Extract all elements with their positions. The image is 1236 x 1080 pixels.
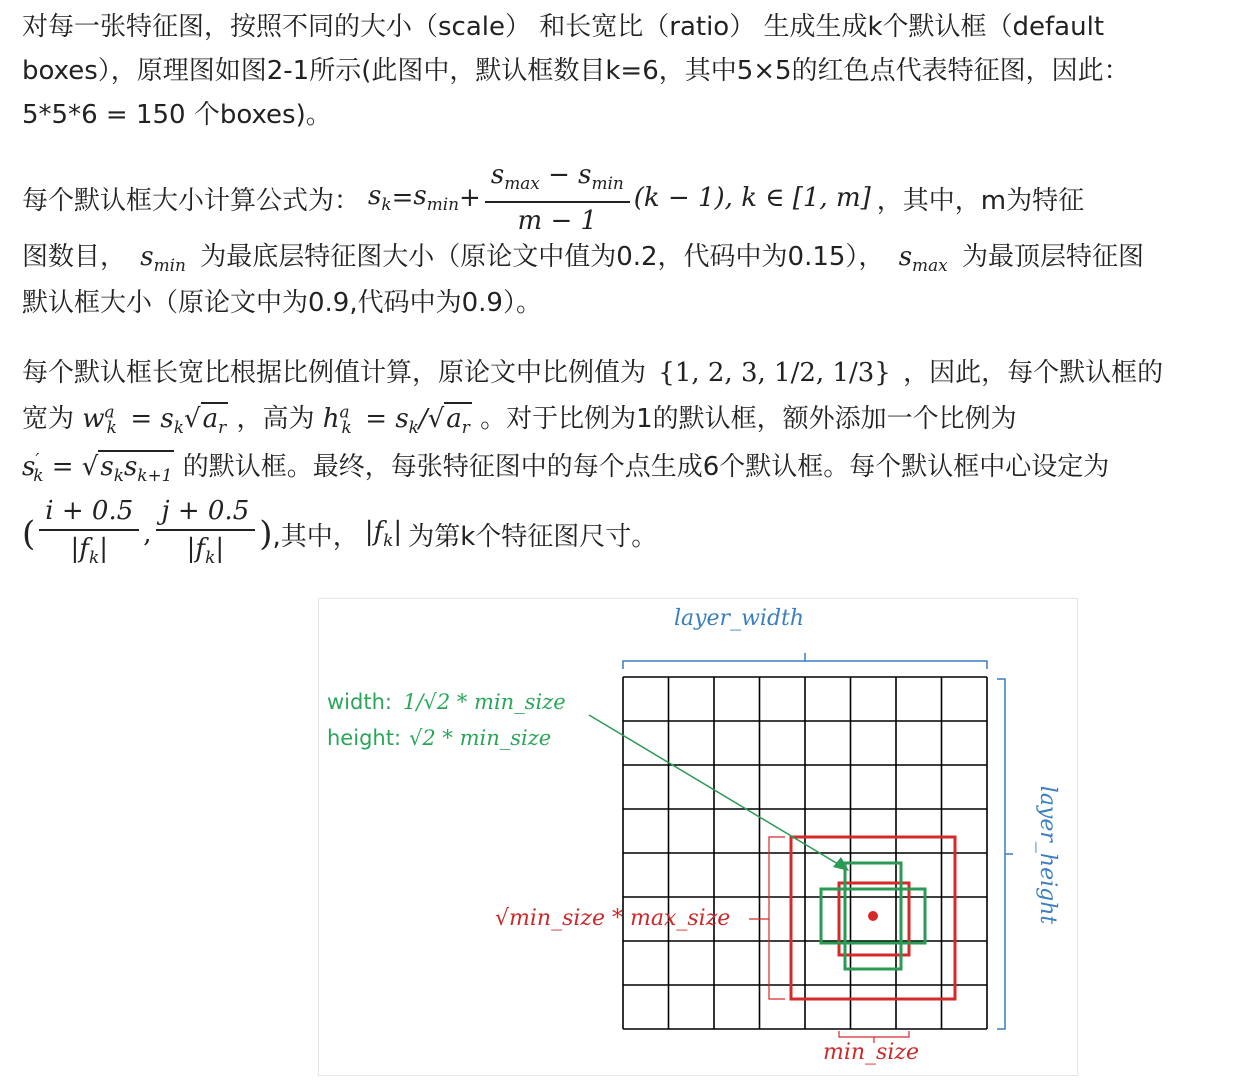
para3-line2: 宽为 $w^a_k = s_k√a_r$ ，高为 $h^a_k = s_k/√a_r$ 。对于比例为1的默认框，额外添加一个比例为	[22, 398, 1017, 442]
min-size-label: min_size	[822, 1040, 920, 1065]
red-bracket-left	[769, 837, 785, 999]
fk-symbol: $|f_k|$	[364, 517, 403, 551]
para1-line3: 5*5*6 = 150 个boxes)。	[22, 100, 332, 130]
figure-svg	[319, 599, 1077, 1075]
extra-scale-formula: $s'_k = √s_ks_{k+1}$	[22, 452, 174, 482]
formula-plus: +	[459, 183, 481, 213]
feature-map-grid	[623, 677, 987, 1029]
width-annotation-expr: 1/√2 * min_size	[403, 690, 566, 714]
height-formula: $h^a_k = s_k/√a_r$	[323, 404, 472, 434]
height-annotation-expr: √2 * min_size	[409, 726, 552, 750]
width-annotation-label: width:	[327, 690, 392, 714]
center-formula-line: ( $\frac{i + 0.5}{|f_k|}$ , $\frac{j + 0.5}{|f_k|}$ ) ,其中， $|f_k|$ 为第k个特征图尺寸。	[22, 494, 657, 574]
layer-height-label: layer_height	[1035, 785, 1060, 925]
formula-eq: =	[391, 183, 414, 213]
para2-line3: 默认框大小（原论文中为0.9,代码中为0.9）。	[22, 288, 542, 318]
para2-line2: 图数目， $s_{min}$ 为最底层特征图大小（原论文中值为0.2，代码中为0.15）， $s_{max}$ 为最顶层特征图	[22, 242, 1144, 276]
layer-width-brace	[623, 653, 987, 669]
para2-lead: 每个默认框大小计算公式为：	[22, 185, 361, 216]
center-frac-i: $\frac{i + 0.5}{|f_k|}$	[39, 493, 139, 575]
default-box-figure	[318, 598, 1078, 1076]
formula-sk: $s_k$	[368, 181, 392, 215]
layer-width-label: layer_width	[673, 606, 805, 631]
para2-after-formula: ，其中，m为特征	[876, 185, 1085, 216]
center-dot	[868, 911, 878, 921]
formula-fraction: $\frac{s_{max} - s_{min}}{m - 1}$	[485, 157, 630, 239]
para3-line3: $s'_k = √s_ks_{k+1}$ 的默认框。最终，每张特征图中的每个点生成6个默认框。每个默认框中心设定为	[22, 446, 1109, 490]
scale-formula-line	[22, 159, 1085, 237]
layer-height-brace	[997, 679, 1013, 1029]
para1-line1: 对每一张特征图，按照不同的大小（scale） 和长宽比（ratio） 生成生成k个默认框（default	[22, 12, 1105, 42]
width-formula: $w^a_k = s_k√a_r$	[82, 404, 228, 434]
height-annotation-label: height:	[327, 726, 402, 750]
formula-tail: (k − 1), k ∈ [1, m]	[633, 183, 871, 213]
formula-smin: $s_{min}$	[413, 181, 460, 215]
ratio-set: {1, 2, 3, 1/2, 1/3}	[658, 358, 891, 388]
sqrt-size-label: √min_size * max_size	[495, 906, 731, 931]
para1-line2: boxes），原理图如图2-1所示(此图中，默认框数目k=6，其中5×5的红色点代表特征图，因此：	[22, 56, 1130, 86]
para3-line1: 每个默认框长宽比根据比例值计算，原论文中比例值为 {1, 2, 3, 1/2, 1/3} ，因此，每个默认框的	[22, 358, 1164, 388]
center-frac-j: $\frac{j + 0.5}{|f_k|}$	[156, 493, 256, 575]
